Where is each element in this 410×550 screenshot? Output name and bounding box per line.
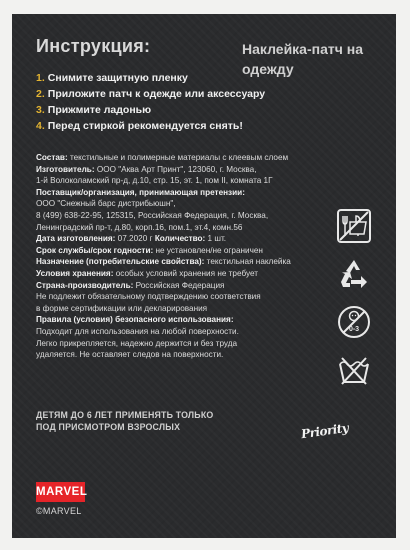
priority-logo: Priority	[299, 420, 349, 442]
supplier-line: 8 (499) 638-22-95, 125315, Российская Федерация, г. Москва,	[36, 210, 269, 220]
supplier-line: Ленинградский пр-т, д.80, корп.16, пом.1, эт.4, комн.56	[36, 222, 243, 232]
marvel-logo: MARVEL	[36, 482, 85, 502]
supplier-line: ООО "Снежный барс дистрибьюшн",	[36, 199, 176, 209]
safety-line: Подходит для использования на любой поверхности.	[36, 326, 239, 336]
step-item: 1. Снимите защитную пленку	[36, 72, 188, 84]
country-row: Страна-производитель: Российская Федерация	[36, 280, 225, 290]
product-subtitle: Наклейка-патч на одежду	[242, 41, 363, 77]
step-item: 4. Перед стиркой рекомендуется снять!	[36, 120, 243, 132]
certification-note: Не подлежит обязательному подтверждению соответствия	[36, 292, 261, 302]
food-safe-icon	[336, 208, 372, 244]
certification-note: в форме сертификации или декларирования	[36, 303, 208, 313]
safety-line: Легко прикрепляется, надежно держится и без труда	[36, 338, 238, 348]
recycle-icon	[336, 256, 372, 292]
purpose-row: Назначение (потребительские свойства): текстильная наклейка	[36, 257, 291, 267]
instruction-card	[12, 14, 396, 538]
instruction-steps	[36, 70, 265, 134]
manufacturer-address: 1-й Волоколамский пр-д, д.10, стр. 15, эт. 1, пом II, комната 1Г	[36, 176, 273, 186]
page-title: Инструкция:	[36, 36, 151, 56]
age-warning: ДЕТЯМ ДО 6 ЛЕТ ПРИМЕНЯТЬ ТОЛЬКО ПОД ПРИСМОТРОМ ВЗРОСЛЫХ	[36, 410, 214, 432]
age-0-3-restricted-icon	[336, 304, 372, 340]
safety-line: удаляется. Не оставляет следов на поверхности.	[36, 350, 224, 360]
product-info	[36, 152, 336, 361]
step-item: 3. Прижмите ладонью	[36, 104, 152, 116]
supplier-label: Поставщик/организация, принимающая претензии:	[36, 187, 245, 197]
date-qty-row: Дата изготовления: 07.2020 г Количество: 1 шт.	[36, 234, 227, 244]
step-item: 2. Приложите патч к одежде или аксессуару	[36, 88, 266, 100]
manufacturer-row: Изготовитель: ООО "Аква Арт Принт", 123060, г. Москва,	[36, 164, 257, 174]
safety-label: Правила (условия) безопасного использования:	[36, 315, 234, 325]
copyright-text: ©MARVEL	[36, 506, 82, 516]
composition-row: Состав: текстильные и полимерные материалы с клеевым слоем	[36, 153, 289, 162]
shelf-life-row: Срок службы/срок годности: не установлен/не ограничен	[36, 245, 263, 255]
care-icons	[336, 208, 372, 400]
age-icon-label: 0-3	[348, 326, 360, 333]
no-wash-icon	[336, 352, 372, 388]
storage-row: Условия хранения: особых условий хранения не требует	[36, 268, 258, 278]
